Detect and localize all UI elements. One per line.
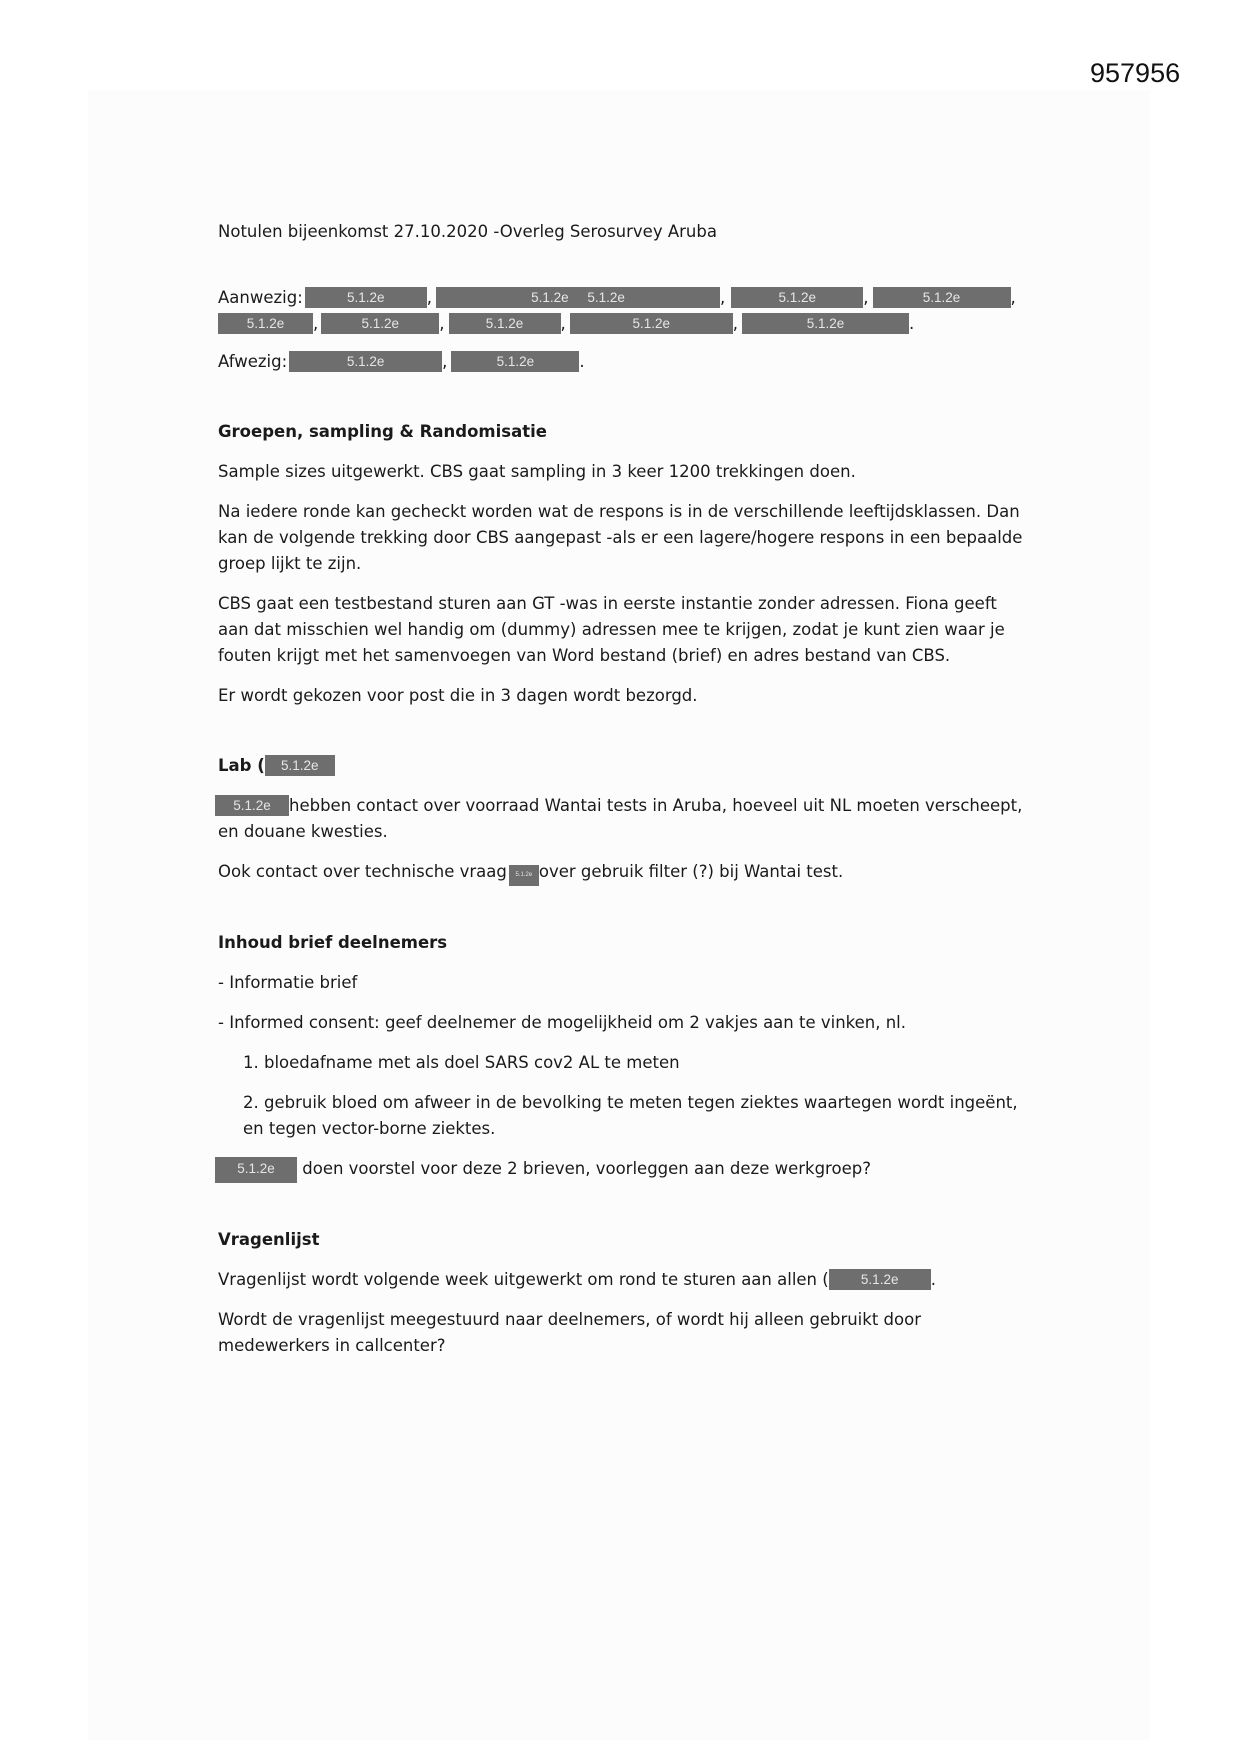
redaction-block: 5.1.2e bbox=[509, 865, 539, 886]
paragraph: Vragenlijst wordt volgende week uitgewerkt om rond te sturen aan allen ( 5.1.2e . bbox=[218, 1270, 936, 1289]
redaction-block: 5.1.2e 5.1.2e bbox=[436, 287, 720, 308]
paragraph: CBS gaat een testbestand sturen aan GT -was in eerste instantie zonder adressen. Fiona geeft aan dat misschien wel handig om (dummy) adressen mee te krijgen, zodat je kunt zien waar je fouten krijgt met het samenvoegen van Word bestand (brief) en adres bestand van CBS. bbox=[218, 594, 1005, 665]
redaction-block: 5.1.2e bbox=[829, 1269, 931, 1290]
attendees-present-continued: 5.1.2e , 5.1.2e , 5.1.2e , 5.1.2e , 5.1.2e . bbox=[218, 311, 1028, 337]
paragraph: Ook contact over technische vraag 5.1.2e over gebruik filter (?) bij Wantai test. bbox=[218, 859, 1028, 886]
numbered-item: 1. bloedafname met als doel SARS cov2 AL te meten bbox=[243, 1053, 680, 1072]
redaction-block: 5.1.2e bbox=[570, 313, 733, 334]
redaction-block: 5.1.2e bbox=[215, 1157, 297, 1183]
list-item: - Informed consent: geef deelnemer de mogelijkheid om 2 vakjes aan te vinken, nl. bbox=[218, 1013, 907, 1032]
redaction-block: 5.1.2e bbox=[873, 287, 1011, 308]
paragraph: Na iedere ronde kan gecheckt worden wat de respons is in de verschillende leeftijdsklassen. Dan kan de volgende trekking door CBS aangepast -als er een lagere/hogere respons in een bepaalde groep lijkt te zijn. bbox=[218, 502, 1023, 573]
section-heading-groepen: Groepen, sampling & Randomisatie bbox=[218, 422, 547, 441]
redaction-block: 5.1.2e bbox=[451, 351, 579, 372]
redaction-block: 5.1.2e bbox=[305, 287, 427, 308]
redaction-block: 5.1.2e bbox=[449, 313, 561, 334]
attendees-absent: Afwezig: 5.1.2e , 5.1.2e . bbox=[218, 352, 585, 371]
redaction-block: 5.1.2e bbox=[321, 313, 439, 334]
present-label: Aanwezig: bbox=[218, 288, 303, 307]
redaction-block: 5.1.2e bbox=[742, 313, 909, 334]
redaction-block: 5.1.2e bbox=[289, 351, 442, 372]
document-title: Notulen bijeenkomst 27.10.2020 -Overleg Serosurvey Aruba bbox=[218, 222, 717, 241]
section-heading-brief: Inhoud brief deelnemers bbox=[218, 933, 448, 952]
document-id: 957956 bbox=[1090, 58, 1181, 88]
redaction-block: 5.1.2e bbox=[265, 755, 335, 776]
attendees-present: Aanwezig: 5.1.2e , 5.1.2e 5.1.2e , 5.1.2e , 5.1.2e , bbox=[218, 288, 1016, 307]
document-body bbox=[218, 219, 1028, 1373]
section-heading-lab: Lab ( 5.1.2e bbox=[218, 753, 1028, 779]
paragraph: 5.1.2e doen voorstel voor deze 2 brieven, voorleggen aan deze werkgroep? bbox=[218, 1156, 1028, 1183]
redaction-block: 5.1.2e bbox=[215, 795, 289, 816]
paragraph: 5.1.2e hebben contact over voorraad Wantai tests in Aruba, hoeveel uit NL moeten verscheept, en douane kwesties. bbox=[218, 793, 1028, 845]
list-item: - Informatie brief bbox=[218, 973, 358, 992]
redaction-block: 5.1.2e bbox=[218, 313, 313, 334]
numbered-item: 2. gebruik bloed om afweer in de bevolking te meten tegen ziektes waartegen wordt ingeënt, en tegen vector-borne ziektes. bbox=[243, 1093, 1018, 1138]
paragraph: Wordt de vragenlijst meegestuurd naar deelnemers, of wordt hij alleen gebruikt door medewerkers in callcenter? bbox=[218, 1310, 921, 1355]
redaction-block: 5.1.2e bbox=[731, 287, 863, 308]
paragraph: Er wordt gekozen voor post die in 3 dagen wordt bezorgd. bbox=[218, 686, 698, 705]
absent-label: Afwezig: bbox=[218, 352, 288, 371]
paragraph: Sample sizes uitgewerkt. CBS gaat sampling in 3 keer 1200 trekkingen doen. bbox=[218, 462, 856, 481]
section-heading-vragenlijst: Vragenlijst bbox=[218, 1230, 320, 1249]
